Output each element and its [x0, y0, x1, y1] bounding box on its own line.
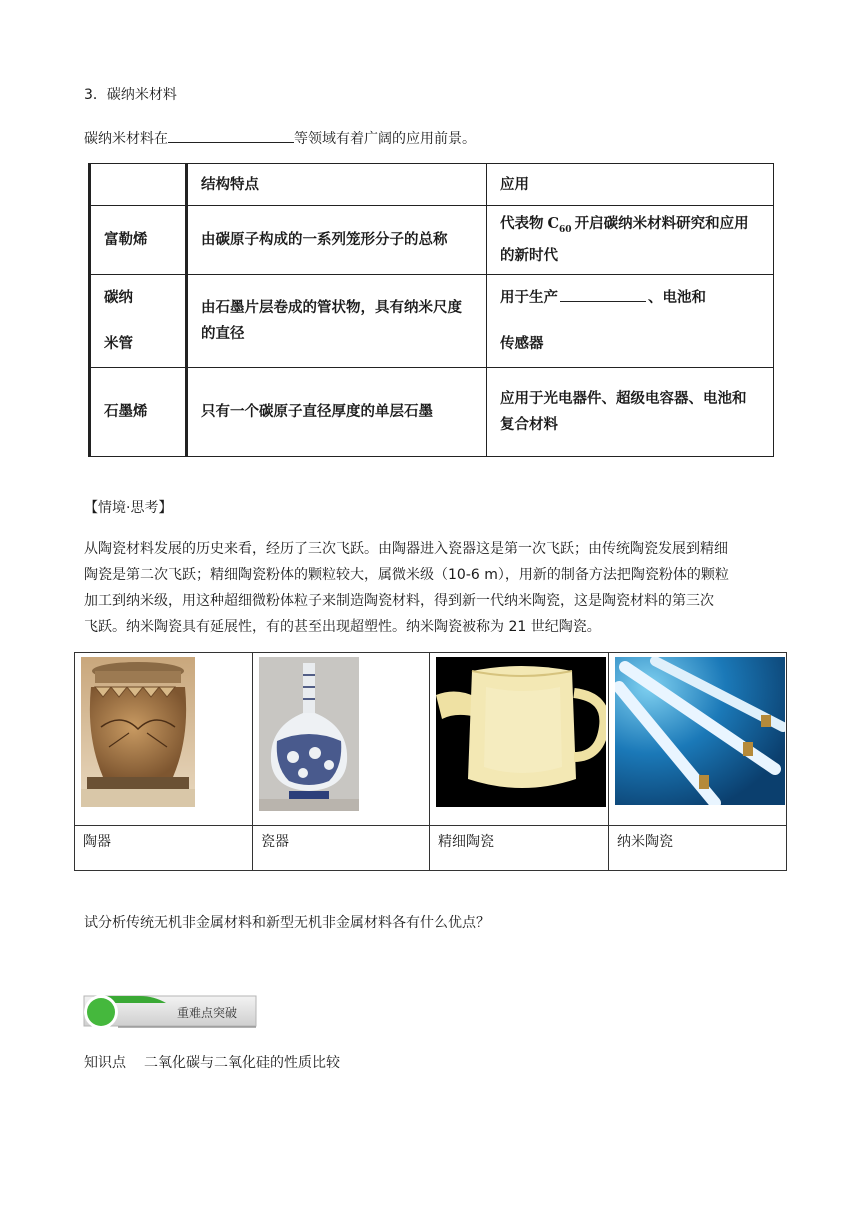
intro-before: 碳纳米材料在	[84, 131, 168, 147]
row-name-fullerene: 富勒烯	[90, 206, 187, 275]
context-paragraph	[84, 536, 784, 640]
pottery-jar-image	[81, 657, 195, 807]
carbon-nanomaterials-table	[88, 163, 774, 457]
row-name-nanotube	[90, 275, 187, 368]
table-row-fullerene	[90, 206, 774, 275]
app-pre: 用于生产	[500, 289, 558, 306]
header-structure: 结构特点	[187, 164, 487, 206]
knowledge-text: 二氧化碳与二氧化硅的性质比较	[144, 1055, 340, 1071]
fill-blank-2[interactable]	[560, 289, 646, 302]
row-application-graphene: 应用于光电器件、超级电容器、电池和复合材料	[487, 368, 774, 457]
row-structure-fullerene: 由碳原子构成的一系列笼形分子的总称	[187, 206, 487, 275]
header-application: 应用	[487, 164, 774, 206]
fine-ceramic-teapot-image	[436, 657, 606, 807]
label-row	[75, 826, 787, 871]
section-heading: 3．碳纳米材料	[84, 87, 177, 103]
ceramics-image-table	[74, 652, 787, 871]
question-text: 试分析传统无机非金属材料和新型无机非金属材料各有什么优点？	[84, 915, 490, 931]
paragraph-line: 从陶瓷材料发展的历史来看，经历了三次飞跃。由陶器进入瓷器这是第一次飞跃；由传统陶瓷发展到精细	[84, 541, 728, 557]
c60-symbol: C	[547, 215, 560, 233]
section-banner	[82, 994, 258, 1030]
knowledge-point	[84, 1052, 340, 1072]
table-row-nanotube	[90, 275, 774, 368]
cell-nano-ceramic-image	[609, 653, 787, 826]
header-cell-empty	[90, 164, 187, 206]
fill-blank-1[interactable]	[168, 130, 294, 143]
nano-ceramic-tubes-image	[615, 657, 785, 805]
app-line2: 传感器	[500, 335, 544, 352]
row-application-fullerene	[487, 206, 774, 275]
name-line1: 碳纳	[104, 289, 133, 306]
context-title: 【情境·思考】	[84, 500, 173, 516]
row-application-nanotube	[487, 275, 774, 368]
app-mid: 、电池和	[648, 289, 706, 306]
cell-fine-ceramic-image	[430, 653, 609, 826]
label-fine-ceramic: 精细陶瓷	[430, 826, 609, 871]
paragraph-line: 加工到纳米级，用这种超细微粉体粒子来制造陶瓷材料，得到新一代纳米陶瓷，这是陶瓷材料的第三次	[84, 593, 714, 609]
paragraph-line: 陶瓷是第二次飞跃；精细陶瓷粉体的颗粒较大，属微米级（10-6 m），用新的制备方法把陶瓷粉体的颗粒	[84, 567, 729, 583]
name-line2: 米管	[104, 335, 133, 352]
banner-label: 重难点突破	[177, 1006, 238, 1020]
paragraph-line: 飞跃。纳米陶瓷具有延展性，有的甚至出现超塑性。纳米陶瓷被称为 21 世纪陶瓷。	[84, 619, 601, 635]
label-porcelain: 瓷器	[253, 826, 430, 871]
label-pottery: 陶器	[75, 826, 253, 871]
knowledge-label: 知识点	[84, 1055, 126, 1071]
c60-subscript: 60	[559, 224, 572, 235]
app-pre: 代表物	[500, 215, 544, 233]
intro-sentence	[84, 128, 476, 148]
label-nano-ceramic: 纳米陶瓷	[609, 826, 787, 871]
app-post: 开启碳纳米材料研究和应用的新时代	[500, 215, 749, 264]
intro-after: 等领域有着广阔的应用前景。	[294, 131, 476, 147]
image-row	[75, 653, 787, 826]
table-header-row	[90, 164, 774, 206]
porcelain-vase-image	[259, 657, 359, 811]
cell-porcelain-image	[253, 653, 430, 826]
cell-pottery-image	[75, 653, 253, 826]
row-structure-graphene: 只有一个碳原子直径厚度的单层石墨	[187, 368, 487, 457]
row-structure-nanotube: 由石墨片层卷成的管状物，具有纳米尺度的直径	[187, 275, 487, 368]
row-name-graphene: 石墨烯	[90, 368, 187, 457]
table-row-graphene	[90, 368, 774, 457]
